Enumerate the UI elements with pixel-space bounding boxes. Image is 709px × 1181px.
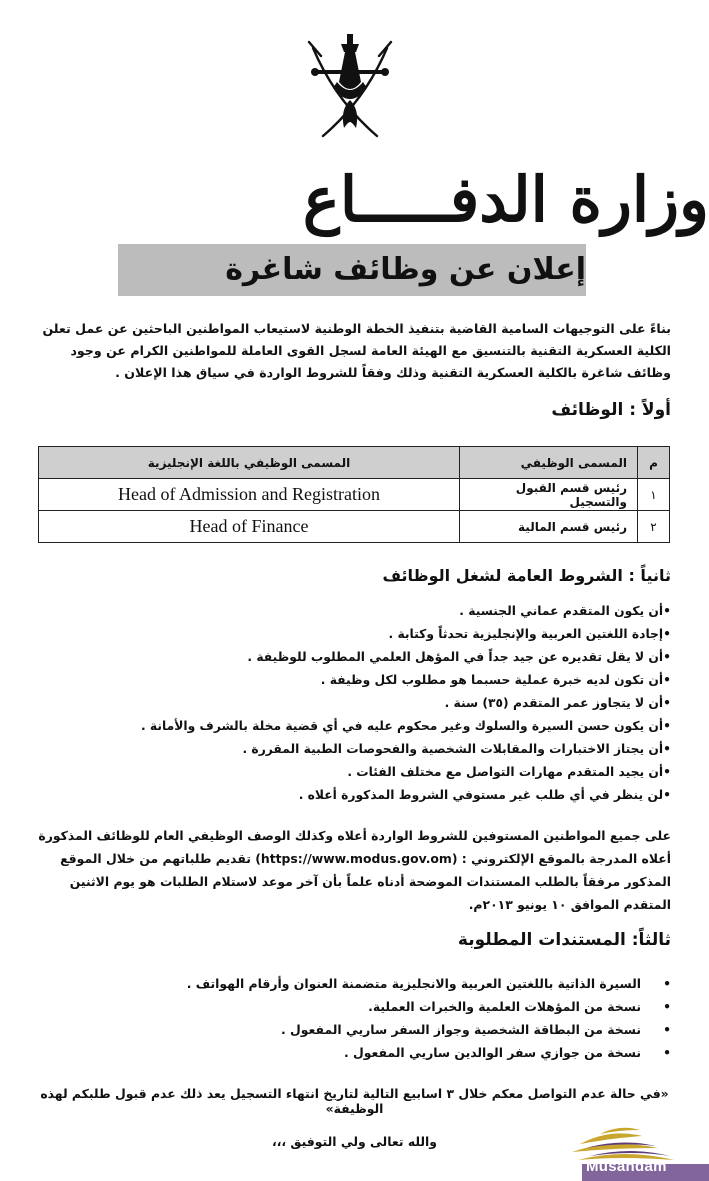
list-item: •أن لا يتجاوز عمر المتقدم (٣٥) سنة . (444, 696, 671, 710)
list-item: •أن يجتاز الاختبارات والمقابلات الشخصية والفحوصات الطبية المقررة . (242, 742, 671, 756)
list-item (51, 972, 671, 995)
watermark-text: Musandam (586, 1158, 667, 1175)
closing-text: والله تعالى ولي التوفيق ،،، (272, 1134, 437, 1149)
row-arabic-title: رئيس قسم المالية (460, 511, 638, 543)
document-text: نسخة من المؤهلات العلمية والخبرات العملية. (368, 999, 641, 1014)
document-text: نسخة من جوازي سفر الوالدين ساريي المفعول . (343, 1045, 641, 1060)
list-item (51, 995, 671, 1018)
section-jobs-heading: أولاً : الوظائف (551, 400, 671, 420)
intro-paragraph: بناءً على التوجيهات السامية القاضية بتنفيذ الخطة الوطنية لاستيعاب المواطنين الباحثين عن عمل تعلن الكلية العسكرية التقنية بالتنسيق مع الهيئة العامة لسجل القوى العاملة للمواطنين الكرام عن وجود وظائف شاغرة بالكلية العسكرية التقنية وذلك وفقاً للشروط الواردة في سياق هذا الإعلان . (42, 321, 671, 380)
table-header-row (39, 447, 670, 479)
list-item: •أن يكون حسن السيرة والسلوك وغير محكوم عليه في أي قضية مخلة بالشرف والأمانة . (140, 719, 671, 733)
table-row (39, 479, 670, 511)
list-item: •أن لا يقل تقديره عن جيد جداً في المؤهل العلمي المطلوب للوظيفة . (247, 650, 671, 664)
document-text: نسخة من البطاقة الشخصية وجواز السفر ساريي المفعول . (281, 1022, 641, 1037)
bullet-icon: • (663, 976, 671, 991)
row-number: ٢ (638, 511, 670, 543)
header-arabic-title: المسمى الوظيفي (460, 447, 638, 479)
row-english-title: Head of Finance (39, 511, 460, 543)
section-conditions-heading: ثانياً : الشروط العامة لشغل الوظائف (382, 566, 671, 585)
list-item: •أن يكون المتقدم عماني الجنسية . (459, 604, 671, 618)
row-number: ١ (638, 479, 670, 511)
documents-list (51, 972, 671, 1064)
header-english-title: المسمى الوظيفي باللغة الإنجليزية (39, 447, 460, 479)
bullet-icon: • (663, 1045, 671, 1060)
list-item (51, 1041, 671, 1064)
table-row (39, 511, 670, 543)
conditions-list (111, 600, 671, 807)
list-item: •إجادة اللغتين العربية والإنجليزية تحدثاً وكتابة . (388, 627, 671, 641)
ministry-title: وزارة الدفـــــاع (302, 163, 709, 236)
notice-text: «في حالة عدم التواصل معكم خلال ٣ اسابيع التالية لتاريخ انتهاء التسجيل يعد ذلك عدم قبول طلبكم لهذه الوظيفة» (40, 1086, 669, 1116)
list-item: •لن ينظر في أي طلب غير مستوفي الشروط المذكورة أعلاه . (298, 788, 671, 802)
announcement-banner: إعلان عن وظائف شاغرة (118, 244, 586, 296)
national-emblem-icon (295, 30, 405, 150)
jobs-table (38, 446, 670, 543)
row-english-title: Head of Admission and Registration (39, 479, 460, 511)
list-item: •أن تكون لديه خبرة عملية حسبما هو مطلوب لكل وظيفة . (320, 673, 671, 687)
document-text: السيرة الذاتية باللغتين العربية والانجليزية متضمنة العنوان وأرقام الهواتف . (186, 976, 641, 991)
section-documents-heading: ثالثاً: المستندات المطلوبة (457, 930, 671, 950)
header-number: م (638, 447, 670, 479)
row-arabic-title: رئيس قسم القبول والتسجيل (460, 479, 638, 511)
application-paragraph: على جميع المواطنين المستوفين للشروط الواردة أعلاه وكذلك الوصف الوظيفي العام للوظائف المذكورة أعلاه المدرجة بالموقع الإلكتروني : (https://www.modus.gov.om) تقديم طلباتهم من خلال الموقع المذكور مرفقاً بالطلب المستندات الموضحة أدناه علماً بأن آخر موعد لاستلام الطلبات هو يوم الاثنين المتقدم الموافق ١٠ يونيو ٢٠١٣م. (38, 828, 671, 912)
bullet-icon: • (663, 999, 671, 1014)
list-item (51, 1018, 671, 1041)
bullet-icon: • (663, 1022, 671, 1037)
list-item: •أن يجيد المتقدم مهارات التواصل مع مختلف الفئات . (347, 765, 671, 779)
